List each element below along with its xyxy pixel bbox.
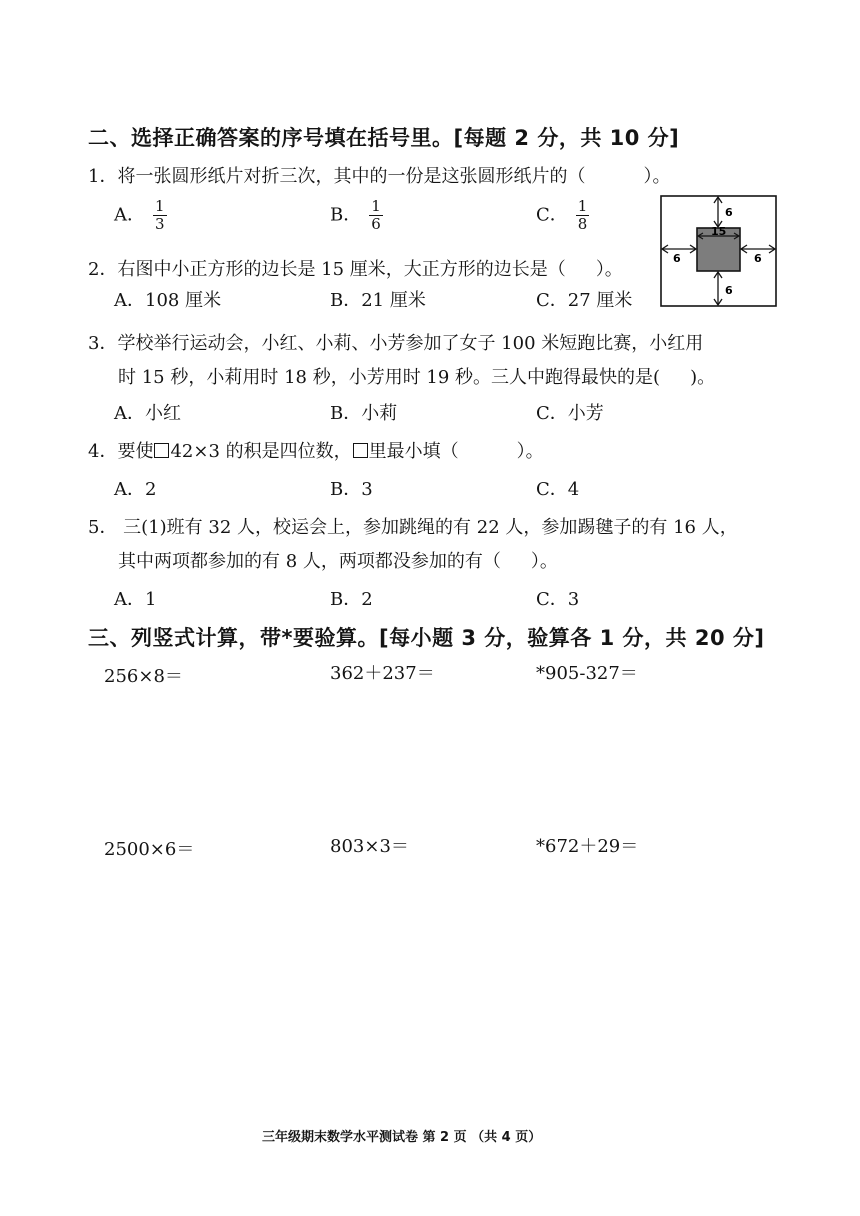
question-4 [88, 437, 544, 463]
question-3-option-b: B．小莉 [330, 403, 398, 424]
question-1-option-c [536, 198, 589, 233]
calc-problem: 2500×6＝ [104, 839, 195, 860]
calc-problem: 803×3＝ [330, 836, 409, 857]
fraction [576, 198, 590, 233]
question-5-line-2 [118, 547, 558, 573]
fraction-denominator: 8 [577, 215, 588, 233]
question-4-text-c: 里最小填（ [368, 441, 459, 462]
question-5-line-1: 5． 三(1)班有 32 人，校运会上，参加跳绳的有 22 人，参加踢毽子的有 16 人， [88, 517, 738, 538]
question-2-option-a: A．108 厘米 [114, 290, 222, 311]
question-4-option-a: A．2 [114, 479, 157, 500]
fraction-numerator: 1 [371, 197, 381, 215]
fraction-numerator: 1 [155, 197, 165, 215]
gap-label-top: 6 [725, 206, 733, 219]
blank-box-icon [353, 443, 368, 458]
question-5-close: ）。 [530, 551, 558, 572]
question-4-text-b: 42×3 的积是四位数， [170, 441, 352, 462]
calc-problem: 362＋237＝ [330, 663, 435, 684]
small-side-label: 15 [711, 225, 727, 238]
question-5-option-a: A．1 [114, 589, 157, 610]
question-1-text: 1．将一张圆形纸片对折三次，其中的一份是这张圆形纸片的（ [88, 166, 586, 187]
question-4-text-a: 4．要使 [88, 441, 154, 462]
fraction-denominator: 6 [371, 215, 381, 233]
question-5-option-c: C．3 [536, 589, 580, 610]
fraction [369, 198, 383, 233]
question-3-option-c: C．小芳 [536, 403, 604, 424]
question-1 [88, 162, 670, 188]
option-label: C． [536, 204, 568, 226]
question-2-option-b: B．21 厘米 [330, 290, 426, 311]
question-1-option-a [114, 198, 167, 233]
question-1-close: ）。 [643, 166, 671, 187]
section-2-title: 二、选择正确答案的序号填在括号里。[每题 2 分，共 10 分] [88, 126, 680, 150]
fraction-denominator: 3 [155, 215, 165, 233]
question-5-option-b: B．2 [330, 589, 373, 610]
blank-box-icon [154, 443, 169, 458]
question-3-line-2 [118, 363, 715, 389]
fraction-numerator: 1 [577, 197, 588, 215]
question-4-option-c: C．4 [536, 479, 580, 500]
square-diagram [656, 192, 782, 310]
option-label: B． [330, 204, 362, 226]
question-2-option-c: C．27 厘米 [536, 290, 633, 311]
calc-problem: *905-327＝ [536, 663, 638, 684]
gap-label-left: 6 [673, 252, 681, 265]
question-3-option-a: A．小红 [114, 403, 181, 424]
question-3-text: 时 15 秒，小莉用时 18 秒，小芳用时 19 秒。三人中跑得最快的是( [118, 367, 661, 388]
section-3-title: 三、列竖式计算，带*要验算。[每小题 3 分，验算各 1 分，共 20 分] [88, 626, 765, 650]
calc-problem: *672＋29＝ [536, 836, 639, 857]
question-4-option-b: B．3 [330, 479, 373, 500]
calc-problem: 256×8＝ [104, 666, 183, 687]
question-3-close: )。 [690, 367, 716, 388]
question-5-text: 其中两项都参加的有 8 人，两项都没参加的有（ [118, 551, 501, 572]
gap-label-right: 6 [754, 252, 762, 265]
question-2 [88, 255, 623, 281]
question-1-option-b [330, 198, 383, 233]
fraction [153, 198, 167, 233]
question-2-close: ）。 [595, 259, 623, 280]
option-label: A． [114, 204, 145, 226]
question-3-line-1: 3．学校举行运动会，小红、小莉、小芳参加了女子 100 米短跑比赛，小红用 [88, 333, 704, 354]
question-4-close: ）。 [516, 441, 544, 462]
page-footer: 三年级期末数学水平测试卷 第 2 页 （共 4 页） [262, 1130, 542, 1145]
gap-label-bottom: 6 [725, 284, 733, 297]
question-2-text: 2．右图中小正方形的边长是 15 厘米，大正方形的边长是（ [88, 259, 566, 280]
